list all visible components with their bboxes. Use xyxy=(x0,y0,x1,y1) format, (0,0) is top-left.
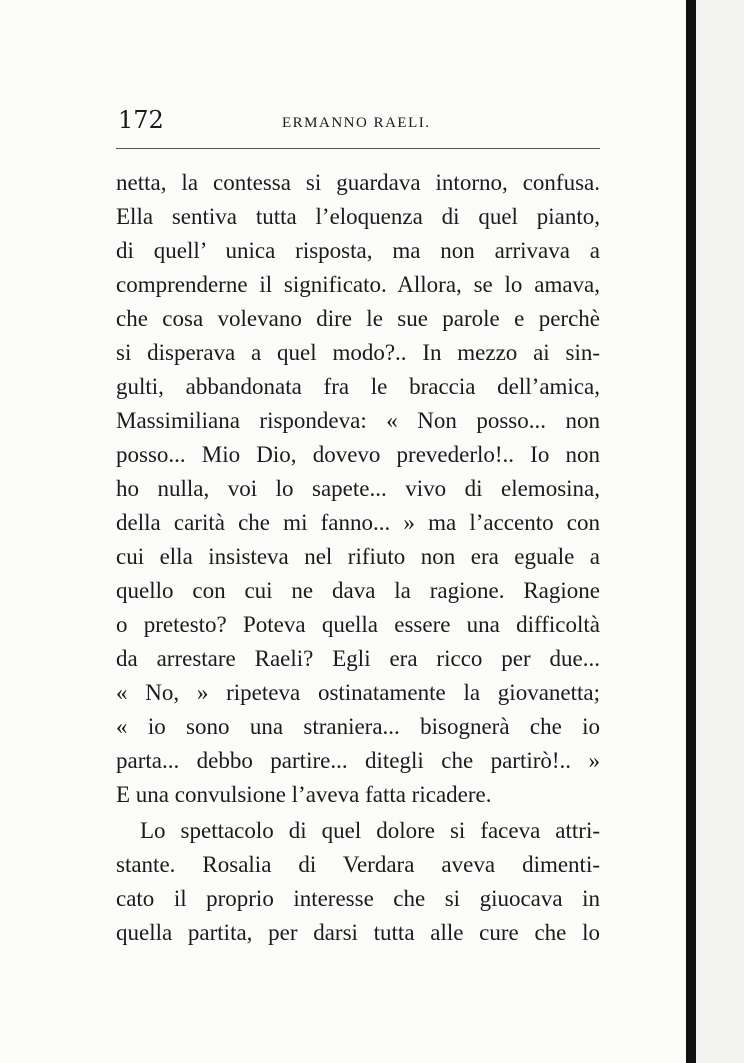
text-line: da arrestare Raeli? Egli era ricco per due... xyxy=(116,646,600,671)
text-line: posso... Mio Dio, dovevo prevederlo!.. Io non xyxy=(116,442,600,467)
page-header xyxy=(118,104,598,140)
text-line: « No, » ripeteva ostinatamente la giovanetta; xyxy=(116,680,600,705)
text-line: quello con cui ne dava la ragione. Ragione xyxy=(116,578,600,603)
book-page-edge xyxy=(696,0,744,1063)
text-line: o pretesto? Poteva quella essere una difficoltà xyxy=(116,612,600,637)
text-line: della carità che mi fanno... » ma l’accento con xyxy=(116,510,600,535)
text-line: E una convulsione l’aveva fatta ricadere. xyxy=(116,782,492,807)
text-line: che cosa volevano dire le sue parole e perchè xyxy=(116,306,600,331)
text-line: comprenderne il significato. Allora, se lo amava, xyxy=(116,272,600,297)
paragraph-1 xyxy=(116,166,600,812)
paragraph-2 xyxy=(116,814,600,950)
text-line: gulti, abbandonata fra le braccia dell’amica, xyxy=(116,374,600,399)
running-title: ERMANNO RAELI. xyxy=(282,115,431,131)
body-text xyxy=(116,166,600,950)
text-line: stante. Rosalia di Verdara aveva dimenti- xyxy=(116,852,600,877)
text-line: di quell’ unica risposta, ma non arrivava a xyxy=(116,238,600,263)
text-line: netta, la contessa si guardava intorno, confusa. xyxy=(116,170,600,195)
text-line: quella partita, per darsi tutta alle cure che lo xyxy=(116,920,600,945)
text-line: ho nulla, voi lo sapete... vivo di elemosina, xyxy=(116,476,600,501)
text-line: Ella sentiva tutta l’eloquenza di quel pianto, xyxy=(116,204,600,229)
text-line: cui ella insisteva nel rifiuto non era eguale a xyxy=(116,544,600,569)
text-line: si disperava a quel modo?.. In mezzo ai sin- xyxy=(116,340,600,365)
page-number: 172 xyxy=(118,106,164,134)
text-line: parta... debbo partire... ditegli che partirò!.. » xyxy=(116,748,600,773)
text-line: Massimiliana rispondeva: « Non posso... non xyxy=(116,408,600,433)
text-line: cato il proprio interesse che si giuocava in xyxy=(116,886,600,911)
text-line: « io sono una straniera... bisognerà che io xyxy=(116,714,600,739)
text-line: Lo spettacolo di quel dolore si faceva attri- xyxy=(140,818,600,843)
book-spine-shadow xyxy=(686,0,696,1063)
header-rule xyxy=(116,148,600,149)
